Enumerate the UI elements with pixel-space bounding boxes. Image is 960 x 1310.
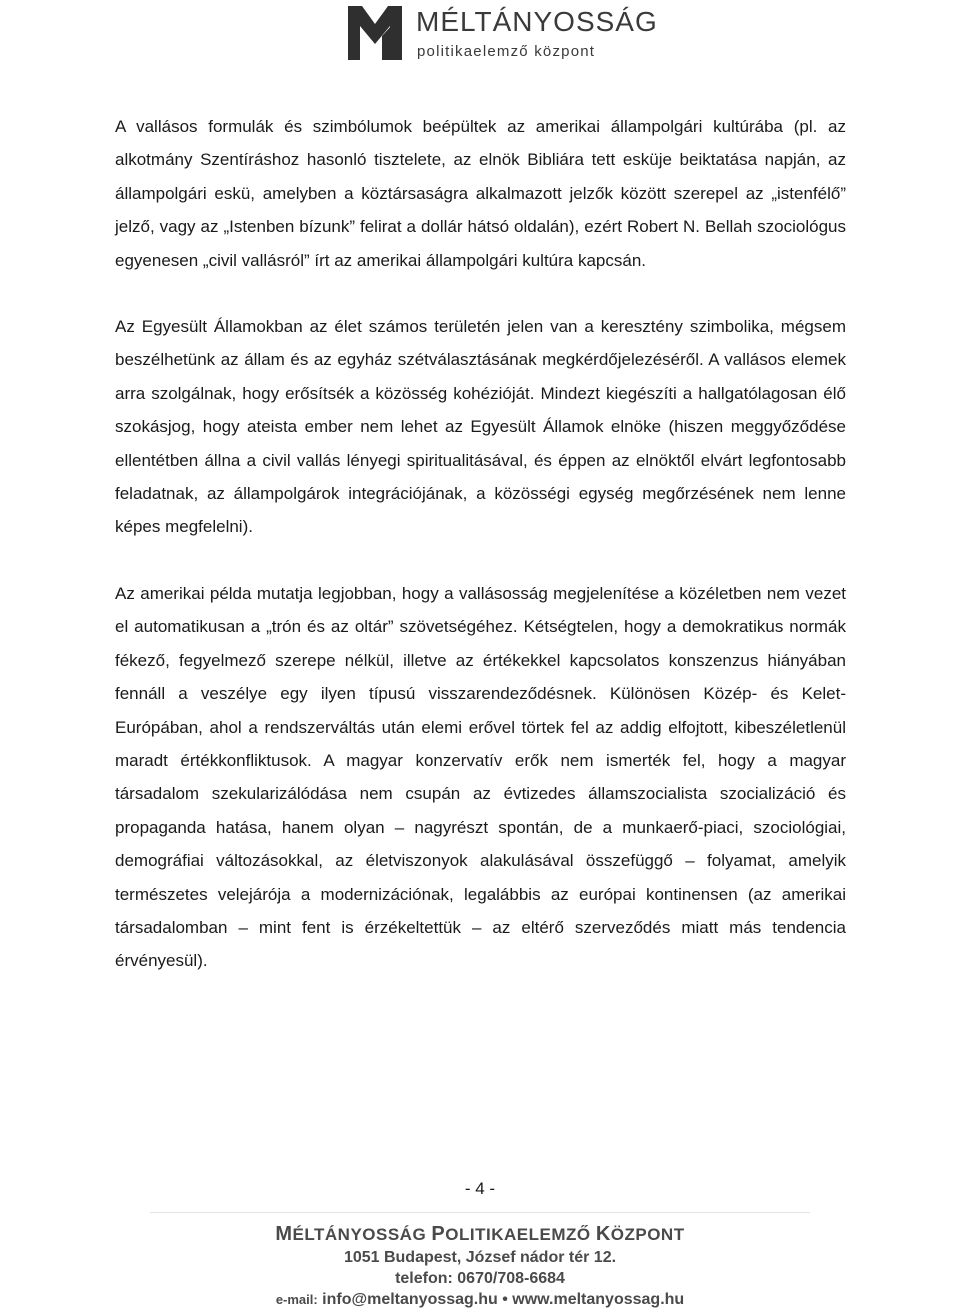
logo-mark-icon <box>346 4 404 62</box>
footer-email-web: info@meltanyossag.hu • www.meltanyossag.hu <box>322 1291 685 1308</box>
paragraph-2: Az Egyesült Államokban az élet számos területén jelen van a keresztény szimbolika, mégsem beszélhetünk az állam és az egyház szétválasztásának megkérdőjelezéséről. A vallásos elemek arra szolgálnak, hogy erősítsék a közösség kohézióját. Mindezt kiegészíti a hallgatólagosan élő szokásjog, hogy ateista ember nem lehet az Egyesült Államok elnöke (hiszen meggyőződése ellentétben állna a civil vallás lényegi spiritualitásával, és éppen az elnöktől elvárt legfontosabb feladatnak, az állampolgárok integrációjának, a közösségi egység megőrzésének nem lenne képes megfelelni). <box>115 317 846 537</box>
paragraph-1: A vallásos formulák és szimbólumok beépültek az amerikai állampolgári kultúrába (pl. az alkotmány Szentíráshoz hasonló tisztelete, az elnök Bibliára tett esküje beiktatása napján, az állampolgári eskü, amelyben a köztársaságra alkalmazott jelzők között szerepel az „istenfélő” jelző, vagy az „Istenben bízunk” felirat a dollár hátsó oldalán), ezért Robert N. Bellah szociológus egyenesen „civil vallásról” írt az amerikai állampolgári kultúra kapcsán. <box>115 117 846 270</box>
footer-email-label: e-mail: <box>275 1292 318 1307</box>
header-logo <box>346 4 658 64</box>
footer-phone: telefon: 0670/708-6684 <box>395 1270 565 1287</box>
page-number: - 4 - <box>464 1179 496 1198</box>
footer-address: 1051 Budapest, József nádor tér 12. <box>343 1249 617 1266</box>
footer-contact <box>0 1289 960 1310</box>
footer-org-word-2: OLITIKAELEMZŐ <box>445 1225 596 1244</box>
footer-org-word-1: ÉLTÁNYOSSÁG <box>292 1225 432 1244</box>
footer <box>0 1222 960 1310</box>
paragraph-3: Az amerikai példa mutatja legjobban, hogy a vallásosság megjelenítése a közéletben nem vezet el automatikusan a „trón és az oltár” szövetségéhez. Kétségtelen, hogy a demokratikus normák fékező, fegyelmező szerepe nélkül, illetve az értékekkel kapcsolatos konszenzus hiányában fennáll a veszélye egy ilyen típusú visszarendeződésnek. Különösen Közép- és Kelet-Európában, ahol a rendszerváltás után elemi erővel törtek fel az addig elfojtott, kibeszéletlenül maradt értékkonfliktusok. A magyar konzervatív erők nem ismerték fel, hogy a magyar társadalom szekularizálódása nem csupán az évtizedes államszocialista szocializáció és propaganda hatása, hanem olyan – nagyrészt spontán, de a munkaerő-piaci, szociológiai, demográfiai változásokkal, az életviszonyok alakulásával összefüggő – folyamat, amelyik természetes velejárója a modernizációnak, legalábbis az európai kontinensen (az amerikai társadalomban – mint fent is érzékeltettük – az eltérő szerveződés miatt más tendencia érvényesül). <box>115 583 846 971</box>
footer-org-name <box>0 1222 960 1247</box>
footer-org-initial-3: K <box>595 1223 611 1245</box>
logo-subtitle: politikaelemző központ <box>417 43 596 60</box>
logo-title: MÉLTÁNYOSSÁG <box>416 6 658 37</box>
footer-org-word-3: ÖZPONT <box>610 1225 685 1244</box>
footer-org-initial-2: P <box>431 1223 446 1245</box>
footer-org-initial-1: M <box>275 1223 293 1245</box>
body-text <box>115 110 846 1011</box>
footer-divider <box>150 1212 810 1213</box>
